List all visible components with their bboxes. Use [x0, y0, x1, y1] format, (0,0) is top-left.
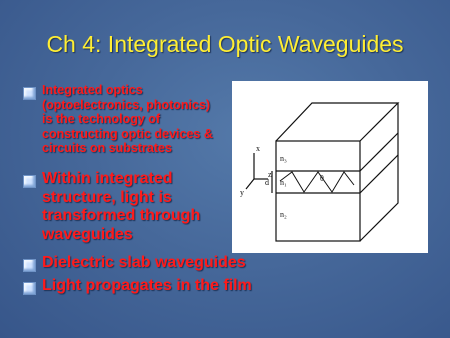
layer-label-n2: n₂: [280, 210, 287, 219]
bullet-marker-2: [23, 175, 36, 188]
bullet-1-line-5: circuits on substrates: [42, 141, 172, 155]
angle-label: θ: [320, 174, 324, 183]
bullet-1-line-4: constructing optic devices &: [42, 126, 213, 141]
bullet-2-line-2: structure, light is: [42, 188, 172, 206]
slab-waveguide-diagram: [232, 81, 428, 253]
layer-label-n1: n₁: [280, 178, 287, 187]
axis-label-z: z: [268, 170, 272, 179]
bullet-1-line-3: is the technology of: [42, 112, 161, 126]
bullet-2: [42, 170, 242, 244]
waveguide-figure: [232, 81, 428, 253]
bullet-2-line-3: transformed through: [42, 207, 201, 224]
bullet-marker-1: [23, 87, 36, 100]
bullet-marker-3: [23, 259, 36, 272]
bullet-1-line-1: Integrated optics: [42, 83, 143, 97]
bullet-marker-4: [23, 282, 36, 295]
bullet-1: [42, 83, 252, 156]
slide-title: Ch 4: Integrated Optic Waveguides: [46, 31, 404, 57]
bullet-2-line-1: Within integrated: [42, 170, 173, 187]
axis-label-x: x: [256, 144, 260, 153]
bullet-1-line-2: (optoelectronics, photonics): [42, 97, 211, 112]
bullet-2-line-4: waveguides: [42, 225, 133, 243]
bullet-4: Light propagates in the film: [42, 277, 252, 294]
axis-label-y: y: [240, 188, 244, 197]
bullet-3: Dielectric slab waveguides: [42, 254, 246, 271]
layer-label-n3: n₃: [280, 154, 287, 163]
thickness-label: d: [265, 178, 269, 187]
